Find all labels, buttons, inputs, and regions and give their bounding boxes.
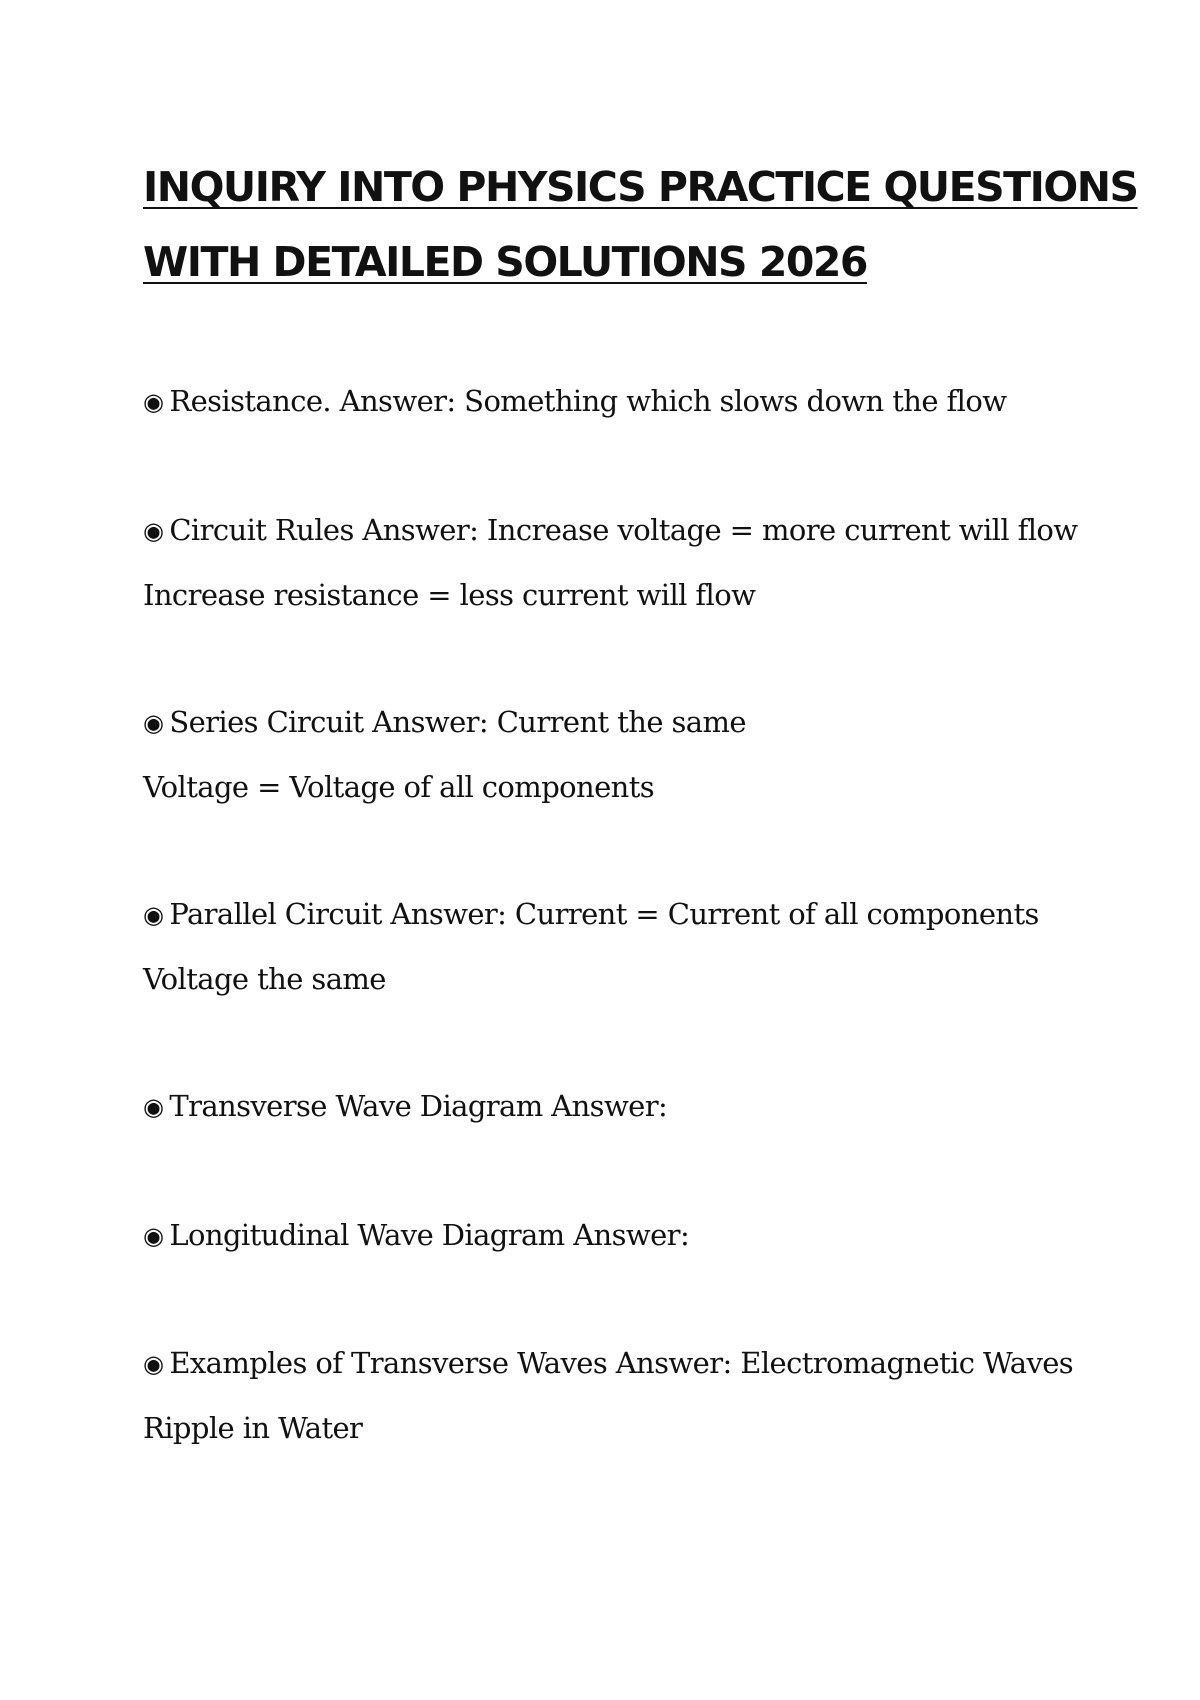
- document-title: [143, 150, 1138, 300]
- qa-line: Increase resistance = less current will flow: [143, 578, 756, 612]
- bullet-icon: ◉: [143, 1222, 164, 1250]
- bullet-icon: ◉: [143, 709, 164, 737]
- bullet-icon: ◉: [143, 517, 164, 545]
- bullet-icon: ◉: [143, 1350, 164, 1378]
- qa-text: Longitudinal Wave Diagram Answer:: [169, 1218, 690, 1252]
- qa-line: Ripple in Water: [143, 1411, 363, 1445]
- title-line-1: INQUIRY INTO PHYSICS PRACTICE QUESTIONS: [143, 163, 1138, 211]
- qa-item-parallel-circuit: [143, 882, 1039, 1011]
- qa-item-transverse-wave-diagram: [143, 1074, 667, 1139]
- qa-text: Circuit Rules Answer: Increase voltage = more current will flow: [169, 513, 1078, 547]
- qa-item-resistance: [143, 369, 1006, 434]
- qa-line: [143, 882, 1039, 947]
- bullet-icon: ◉: [143, 388, 164, 416]
- qa-line: Voltage = Voltage of all components: [143, 770, 655, 804]
- qa-text: Parallel Circuit Answer: Current = Current of all components: [169, 897, 1039, 931]
- qa-line: [143, 1203, 689, 1268]
- qa-item-longitudinal-wave-diagram: [143, 1203, 689, 1268]
- qa-text: Transverse Wave Diagram Answer:: [169, 1089, 668, 1123]
- qa-line: Voltage the same: [143, 962, 386, 996]
- qa-text: Resistance. Answer: Something which slows down the flow: [169, 384, 1007, 418]
- title-line-2: WITH DETAILED SOLUTIONS 2026: [143, 238, 867, 286]
- qa-text: Examples of Transverse Waves Answer: Electromagnetic Waves: [169, 1346, 1074, 1380]
- qa-line: [143, 1074, 667, 1139]
- document-page: [143, 150, 1138, 300]
- qa-line: [143, 1331, 1073, 1396]
- qa-item-series-circuit: [143, 690, 746, 819]
- bullet-icon: ◉: [143, 901, 164, 929]
- bullet-icon: ◉: [143, 1093, 164, 1121]
- qa-line: [143, 498, 1078, 563]
- qa-item-examples-transverse-waves: [143, 1331, 1073, 1460]
- qa-text: Series Circuit Answer: Current the same: [169, 705, 746, 739]
- qa-item-circuit-rules: [143, 498, 1078, 627]
- qa-line: [143, 369, 1006, 434]
- qa-line: [143, 690, 746, 755]
